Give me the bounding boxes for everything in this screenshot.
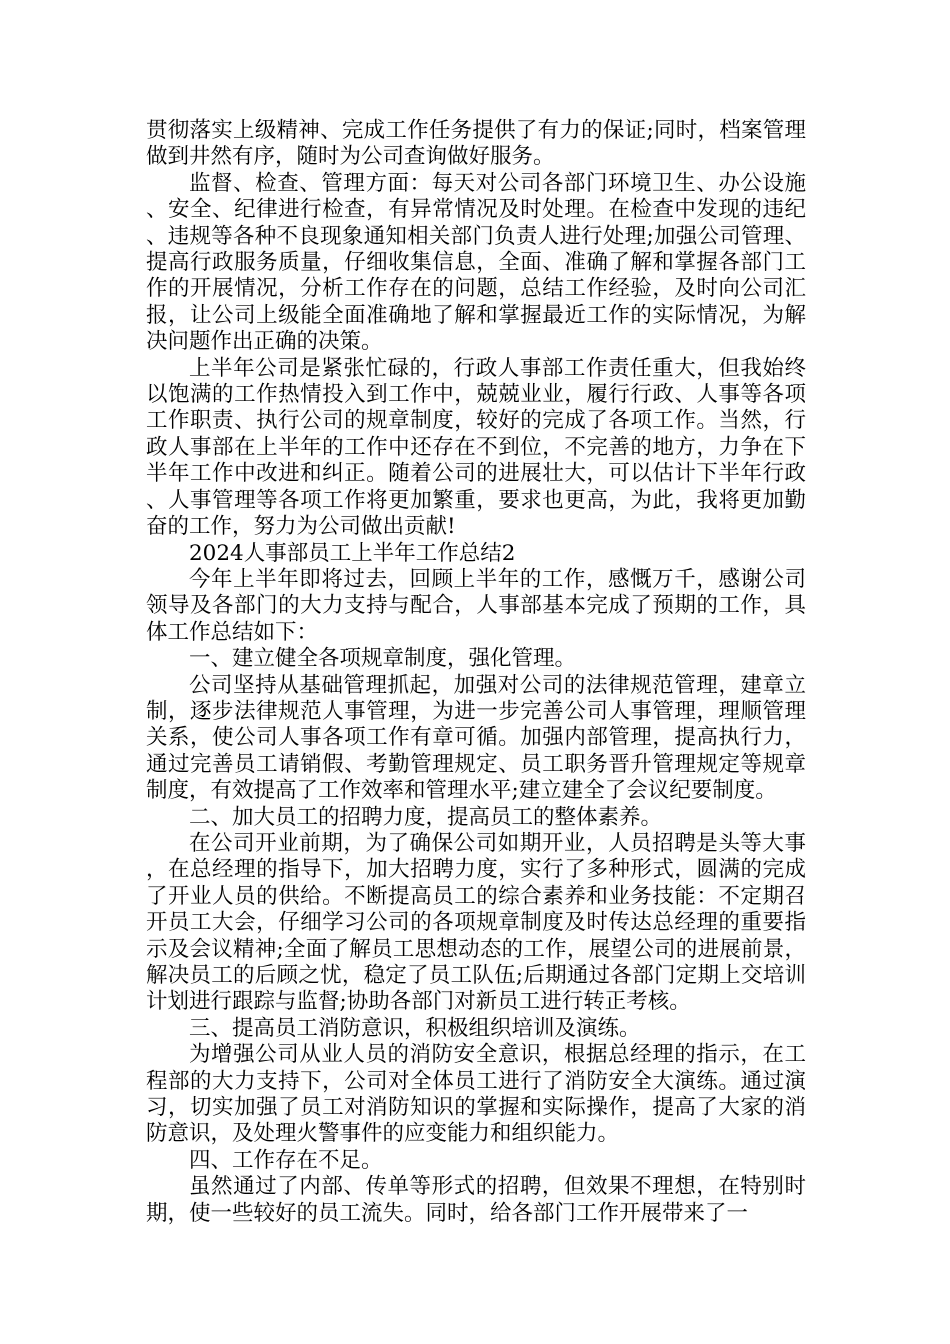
- paragraph: 贯彻落实上级精神、完成工作任务提供了有力的保证;同时，档案管理做到井然有序，随时为公司查询做好服务。: [146, 118, 806, 170]
- paragraph: 为增强公司从业人员的消防安全意识，根据总经理的指示，在工程部的大力支持下，公司对全体员工进行了消防安全大演练。通过演习，切实加强了员工对消防知识的掌握和实际操作，提高了大家的消防意识，及处理火警事件的应变能力和组织能力。: [146, 1042, 806, 1147]
- section-heading: 二、加大员工的招聘力度，提高员工的整体素养。: [189, 804, 663, 830]
- section-heading: 三、提高员工消防意识，积极组织培训及演练。: [189, 1015, 641, 1041]
- section-title: 2024人事部员工上半年工作总结2: [189, 540, 516, 566]
- section-heading: 四、工作存在不足。: [189, 1147, 383, 1173]
- paragraph: 虽然通过了内部、传单等形式的招聘，但效果不理想，在特别时期，使一些较好的员工流失。同时，给各部门工作开展带来了一: [146, 1174, 806, 1226]
- paragraph: 今年上半年即将过去，回顾上半年的工作，感慨万千，感谢公司领导及各部门的大力支持与配合，人事部基本完成了预期的工作，具体工作总结如下：: [146, 566, 806, 645]
- paragraph: 在公司开业前期，为了确保公司如期开业，人员招聘是头等大事，在总经理的指导下，加大招聘力度，实行了多种形式，圆满的完成了开业人员的供给。不断提高员工的综合素养和业务技能：不定期召开员工大会，仔细学习公司的各项规章制度及时传达总经理的重要指示及会议精神;全面了解员工思想动态的工作，展望公司的进展前景，解决员工的后顾之忧，稳定了员工队伍;后期通过各部门定期上交培训计划进行跟踪与监督;协助各部门对新员工进行转正考核。: [146, 830, 806, 1015]
- paragraph: 上半年公司是紧张忙碌的，行政人事部工作责任重大，但我始终以饱满的工作热情投入到工作中，兢兢业业，履行行政、人事等各项工作职责、执行公司的规章制度，较好的完成了各项工作。当然，行政人事部在上半年的工作中还存在不到位，不完善的地方，力争在下半年工作中改进和纠正。随着公司的进展壮大，可以估计下半年行政、人事管理等各项工作将更加繁重，要求也更高，为此，我将更加勤奋的工作，努力为公司做出贡献!: [146, 355, 806, 540]
- paragraph: 公司坚持从基础管理抓起，加强对公司的法律规范管理，建章立制，逐步法律规范人事管理，为进一步完善公司人事管理，理顺管理关系，使公司人事各项工作有章可循。加强内部管理，提高执行力，通过完善员工请销假、考勤管理规定、员工职务晋升管理规定等规章制度，有效提高了工作效率和管理水平;建立建全了会议纪要制度。: [146, 672, 806, 804]
- section-heading: 一、建立健全各项规章制度，强化管理。: [189, 646, 577, 672]
- document-page: [146, 118, 806, 1227]
- paragraph: 监督、检查、管理方面：每天对公司各部门环境卫生、办公设施、安全、纪律进行检查，有异常情况及时处理。在检查中发现的违纪、违规等各种不良现象通知相关部门负责人进行处理;加强公司管理、提高行政服务质量，仔细收集信息，全面、准确了解和掌握各部门工作的开展情况，分析工作存在的问题，总结工作经验，及时向公司汇报，让公司上级能全面准确地了解和掌握最近工作的实际情况，为解决问题作出正确的决策。: [146, 170, 806, 355]
